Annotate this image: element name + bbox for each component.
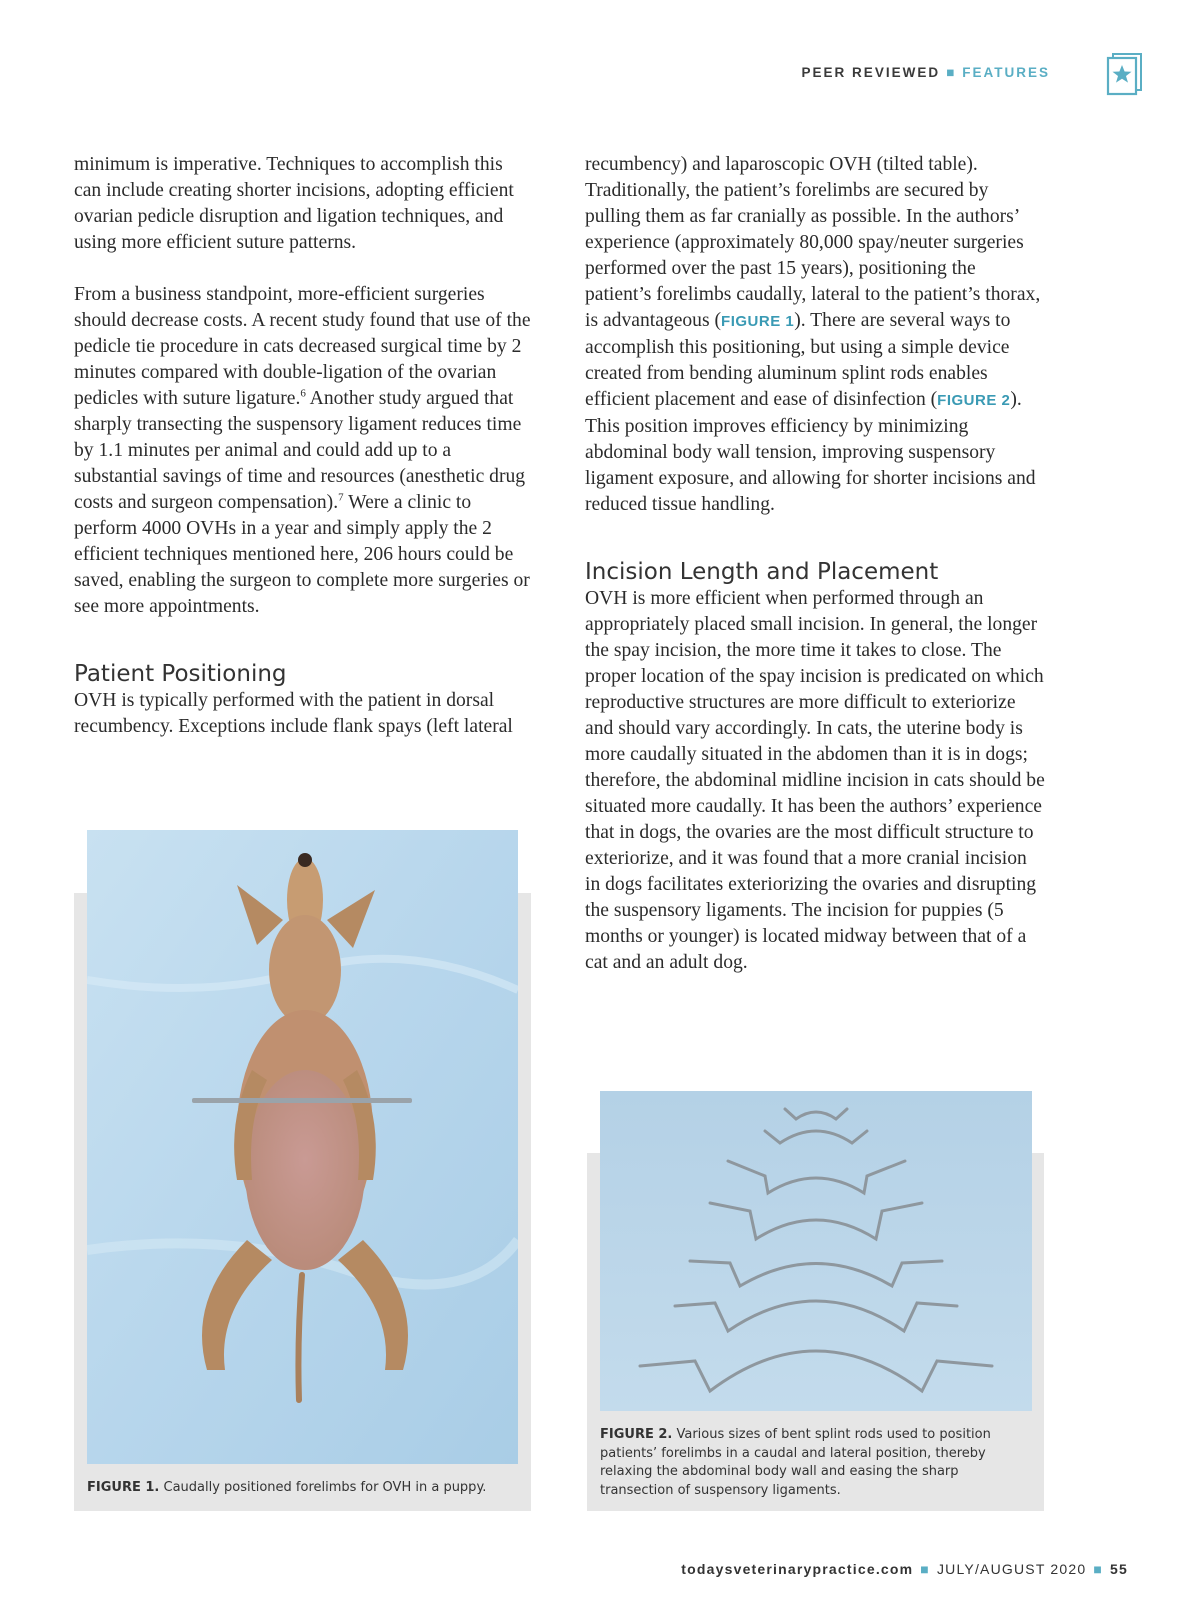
text-run: Were a clinic to perform 4000 OVHs in a year and simply apply the 2 efficient techniques mentioned here, 206 hours could be saved, enabling the surgeon to complete more surgeries or see more appointments. [74, 492, 530, 617]
right-column [585, 152, 1045, 976]
star-book-icon [1105, 52, 1145, 96]
reference-7: 7 [338, 491, 344, 504]
caption-text: Various sizes of bent splint rods used to position patients’ forelimbs in a caudal and lateral position, thereby relaxing the abdominal body wall and easing the sharp transection of suspensory ligaments. [600, 1427, 991, 1498]
figure-2-caption [600, 1426, 1032, 1500]
caption-label: FIGURE 1. [87, 1480, 160, 1495]
paragraph: minimum is imperative. Techniques to accomplish this can include creating shorter incisions, adopting efficient ovarian pedicle disruption and ligation techniques, and using more efficient suture patterns. [74, 154, 514, 253]
footer-issue: JULY/AUGUST 2020 [936, 1561, 1087, 1577]
figure-1-photo [87, 830, 518, 1464]
section-heading: Patient Positioning [74, 661, 287, 687]
reference-6: 6 [300, 387, 306, 400]
page-footer [681, 1561, 1128, 1577]
left-column [74, 152, 534, 740]
footer-separator: ■ [920, 1561, 930, 1577]
figure-1-link[interactable]: FIGURE 1 [721, 313, 795, 330]
paragraph: OVH is more efficient when performed through an appropriately placed small incision. In general, the longer the spay incision, the more time it takes to close. The proper location of the spay incision is predicated on which reproductive structures are more difficult to exteriorize and should vary accordingly. In cats, the uterine body is more caudally situated in the abdomen than it is in dogs; therefore, the abdominal midline incision in cats should be situated more caudally. It has been the authors’ experience that in dogs, the ovaries are the most difficult structure to exteriorize, and it was found that a more cranial incision in dogs facilitates exteriorizing the ovaries and disrupting the suspensory ligaments. The incision for puppies (5 months or younger) is located midway between that of a cat and an adult dog. [585, 588, 1045, 973]
text-run: ). This position improves efficiency by minimizing abdominal body wall tension, improving suspensory ligament exposure, and allowing for shorter incisions and reduced tissue handling. [585, 389, 1036, 515]
paragraph [74, 282, 534, 620]
caption-text: Caudally positioned forelimbs for OVH in a puppy. [159, 1480, 487, 1495]
page-number: 55 [1110, 1561, 1128, 1577]
paragraph [585, 152, 1045, 518]
caption-label: FIGURE 2. [600, 1427, 673, 1442]
section-heading: Incision Length and Placement [585, 559, 939, 585]
footer-separator: ■ [1093, 1561, 1104, 1577]
header-separator: ■ [946, 65, 957, 80]
running-header [802, 65, 1050, 80]
text-run: Another study argued that sharply transecting the suspensory ligament reduces time by 1.1 minutes per animal and could add up to a substantial savings of time and resources (anesthetic drug costs and surgeon compensation). [74, 388, 526, 513]
header-label: PEER REVIEWED [801, 65, 941, 80]
header-section: FEATURES [962, 65, 1050, 80]
text-run: From a business standpoint, more-efficient surgeries should decrease costs. A recent study found that use of the pedicle tie procedure in cats decreased surgical time by 2 minutes compared with double-ligation of the ovarian pedicles with suture ligature. [74, 284, 531, 409]
text-run: ). There are several ways to accomplish this positioning, but using a simple device created from bending aluminum splint rods enables efficient placement and ease of disinfection ( [585, 310, 1011, 410]
figure-2-photo [600, 1091, 1032, 1411]
footer-website[interactable]: todaysveterinarypractice.com [681, 1561, 914, 1577]
text-run: recumbency) and laparoscopic OVH (tilted table). Traditionally, the patient’s forelimbs are secured by pulling them as far cranially as possible. In the authors’ experience (approximately 80,000 spay/neuter surgeries performed over the past 15 years), positioning the patient’s forelimbs caudally, lateral to the patient’s thorax, is advantageous ( [585, 154, 1041, 331]
paragraph: OVH is typically performed with the patient in dorsal recumbency. Exceptions include flank spays (left lateral [74, 690, 513, 737]
figure-2-link[interactable]: FIGURE 2 [937, 392, 1011, 409]
figure-1-caption [87, 1479, 527, 1497]
